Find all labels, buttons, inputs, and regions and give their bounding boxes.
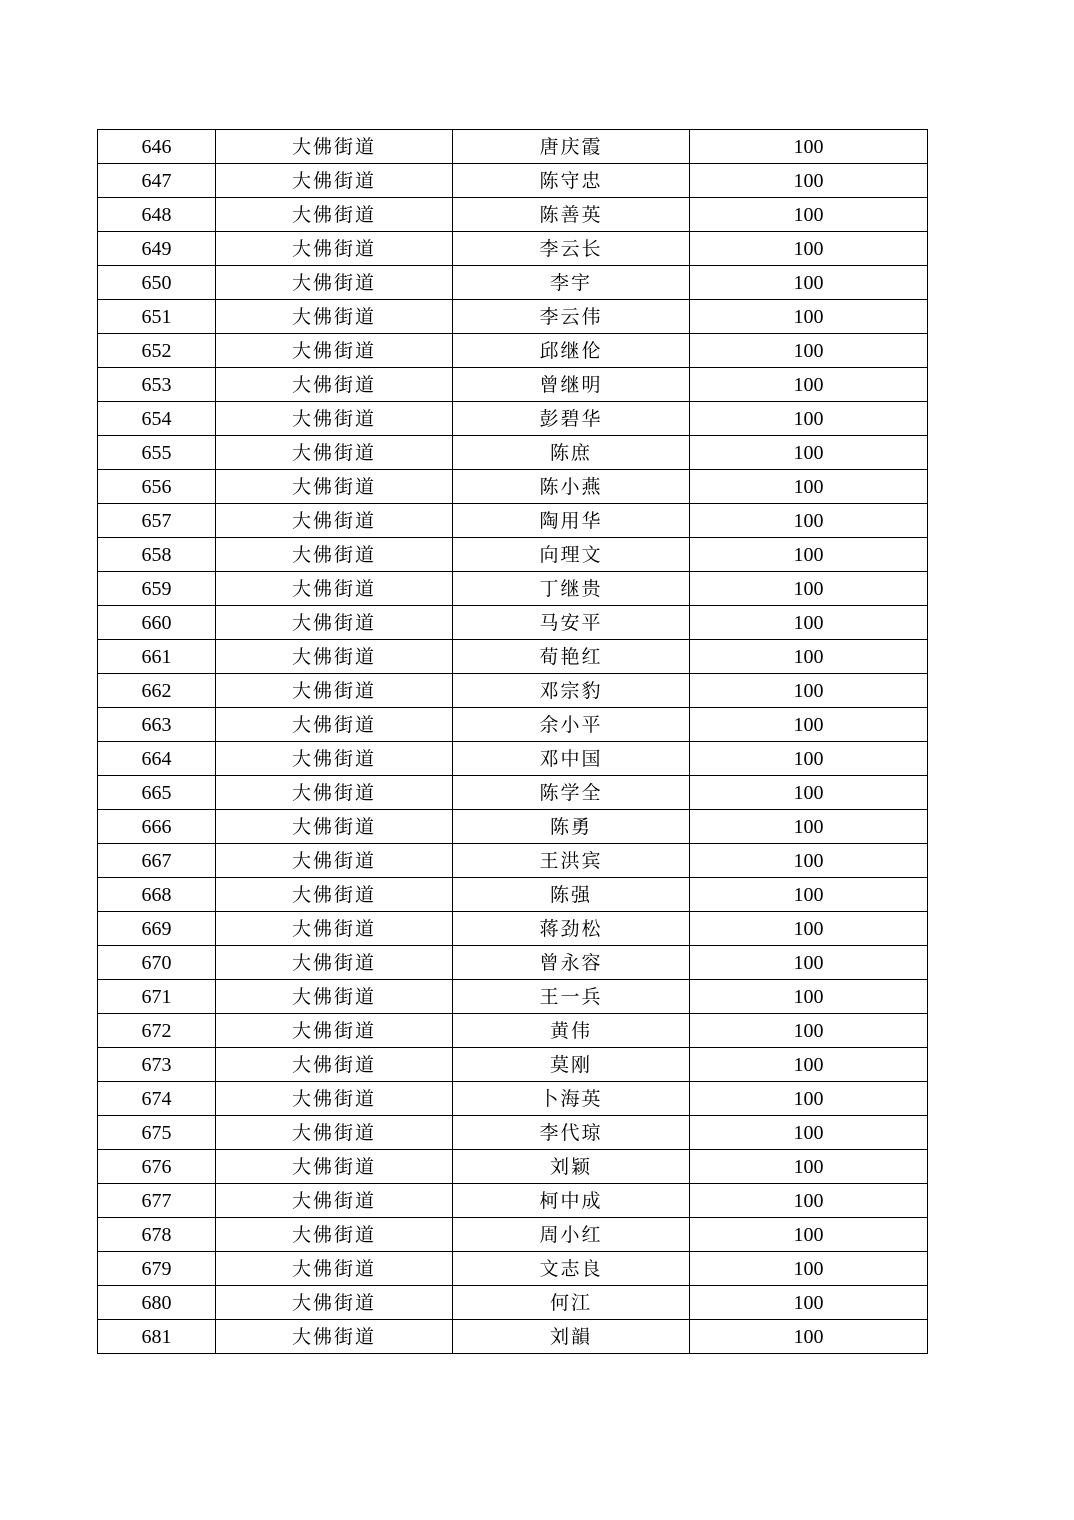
street-cell: 大佛街道 xyxy=(216,640,453,674)
amount-cell: 100 xyxy=(690,1082,928,1116)
row-number-cell: 673 xyxy=(98,1048,216,1082)
amount-cell: 100 xyxy=(690,980,928,1014)
person-name-cell: 李代琼 xyxy=(453,1116,690,1150)
table-row xyxy=(98,538,928,572)
street-cell: 大佛街道 xyxy=(216,1286,453,1320)
row-number-cell: 650 xyxy=(98,266,216,300)
table-row xyxy=(98,1082,928,1116)
table-row xyxy=(98,436,928,470)
row-number-cell: 661 xyxy=(98,640,216,674)
amount-cell: 100 xyxy=(690,810,928,844)
street-cell: 大佛街道 xyxy=(216,844,453,878)
row-number-cell: 656 xyxy=(98,470,216,504)
person-name-cell: 李宇 xyxy=(453,266,690,300)
row-number-cell: 679 xyxy=(98,1252,216,1286)
amount-cell: 100 xyxy=(690,266,928,300)
row-number-cell: 651 xyxy=(98,300,216,334)
amount-cell: 100 xyxy=(690,232,928,266)
table-row xyxy=(98,912,928,946)
street-cell: 大佛街道 xyxy=(216,810,453,844)
amount-cell: 100 xyxy=(690,946,928,980)
amount-cell: 100 xyxy=(690,1218,928,1252)
row-number-cell: 652 xyxy=(98,334,216,368)
row-number-cell: 662 xyxy=(98,674,216,708)
person-name-cell: 陈小燕 xyxy=(453,470,690,504)
row-number-cell: 676 xyxy=(98,1150,216,1184)
row-number-cell: 659 xyxy=(98,572,216,606)
amount-cell: 100 xyxy=(690,334,928,368)
table-row xyxy=(98,1320,928,1354)
street-cell: 大佛街道 xyxy=(216,266,453,300)
table-row xyxy=(98,742,928,776)
person-name-cell: 王一兵 xyxy=(453,980,690,1014)
person-name-cell: 荀艳红 xyxy=(453,640,690,674)
row-number-cell: 666 xyxy=(98,810,216,844)
roster-body xyxy=(98,130,928,1354)
table-row xyxy=(98,164,928,198)
person-name-cell: 马安平 xyxy=(453,606,690,640)
person-name-cell: 李云伟 xyxy=(453,300,690,334)
street-cell: 大佛街道 xyxy=(216,708,453,742)
person-name-cell: 蒋劲松 xyxy=(453,912,690,946)
person-name-cell: 莫刚 xyxy=(453,1048,690,1082)
amount-cell: 100 xyxy=(690,708,928,742)
amount-cell: 100 xyxy=(690,844,928,878)
amount-cell: 100 xyxy=(690,504,928,538)
row-number-cell: 660 xyxy=(98,606,216,640)
table-row xyxy=(98,1218,928,1252)
amount-cell: 100 xyxy=(690,572,928,606)
street-cell: 大佛街道 xyxy=(216,436,453,470)
street-cell: 大佛街道 xyxy=(216,1184,453,1218)
amount-cell: 100 xyxy=(690,1184,928,1218)
street-cell: 大佛街道 xyxy=(216,1252,453,1286)
table-row xyxy=(98,470,928,504)
person-name-cell: 刘韻 xyxy=(453,1320,690,1354)
person-name-cell: 周小红 xyxy=(453,1218,690,1252)
street-cell: 大佛街道 xyxy=(216,232,453,266)
person-name-cell: 李云长 xyxy=(453,232,690,266)
amount-cell: 100 xyxy=(690,674,928,708)
table-row xyxy=(98,300,928,334)
street-cell: 大佛街道 xyxy=(216,504,453,538)
row-number-cell: 675 xyxy=(98,1116,216,1150)
row-number-cell: 653 xyxy=(98,368,216,402)
row-number-cell: 670 xyxy=(98,946,216,980)
street-cell: 大佛街道 xyxy=(216,776,453,810)
street-cell: 大佛街道 xyxy=(216,674,453,708)
person-name-cell: 丁继贵 xyxy=(453,572,690,606)
person-name-cell: 文志良 xyxy=(453,1252,690,1286)
amount-cell: 100 xyxy=(690,1286,928,1320)
person-name-cell: 王洪宾 xyxy=(453,844,690,878)
street-cell: 大佛街道 xyxy=(216,1218,453,1252)
row-number-cell: 677 xyxy=(98,1184,216,1218)
amount-cell: 100 xyxy=(690,742,928,776)
person-name-cell: 陈学全 xyxy=(453,776,690,810)
person-name-cell: 邓宗豹 xyxy=(453,674,690,708)
street-cell: 大佛街道 xyxy=(216,1014,453,1048)
table-row xyxy=(98,640,928,674)
row-number-cell: 649 xyxy=(98,232,216,266)
street-cell: 大佛街道 xyxy=(216,198,453,232)
street-cell: 大佛街道 xyxy=(216,1116,453,1150)
street-cell: 大佛街道 xyxy=(216,946,453,980)
amount-cell: 100 xyxy=(690,1320,928,1354)
table-row xyxy=(98,844,928,878)
street-cell: 大佛街道 xyxy=(216,300,453,334)
street-cell: 大佛街道 xyxy=(216,1320,453,1354)
row-number-cell: 667 xyxy=(98,844,216,878)
row-number-cell: 657 xyxy=(98,504,216,538)
amount-cell: 100 xyxy=(690,1048,928,1082)
person-name-cell: 彭碧华 xyxy=(453,402,690,436)
roster-table xyxy=(97,129,928,1354)
person-name-cell: 邱继伦 xyxy=(453,334,690,368)
person-name-cell: 柯中成 xyxy=(453,1184,690,1218)
person-name-cell: 陈勇 xyxy=(453,810,690,844)
person-name-cell: 陈善英 xyxy=(453,198,690,232)
amount-cell: 100 xyxy=(690,538,928,572)
table-row xyxy=(98,504,928,538)
table-row xyxy=(98,980,928,1014)
table-row xyxy=(98,810,928,844)
street-cell: 大佛街道 xyxy=(216,980,453,1014)
table-row xyxy=(98,1286,928,1320)
person-name-cell: 余小平 xyxy=(453,708,690,742)
amount-cell: 100 xyxy=(690,198,928,232)
street-cell: 大佛街道 xyxy=(216,1048,453,1082)
table-row xyxy=(98,878,928,912)
person-name-cell: 陈强 xyxy=(453,878,690,912)
table-row xyxy=(98,130,928,164)
amount-cell: 100 xyxy=(690,402,928,436)
row-number-cell: 658 xyxy=(98,538,216,572)
amount-cell: 100 xyxy=(690,878,928,912)
row-number-cell: 648 xyxy=(98,198,216,232)
table-row xyxy=(98,1184,928,1218)
person-name-cell: 邓中国 xyxy=(453,742,690,776)
amount-cell: 100 xyxy=(690,640,928,674)
amount-cell: 100 xyxy=(690,300,928,334)
table-row xyxy=(98,1116,928,1150)
amount-cell: 100 xyxy=(690,606,928,640)
row-number-cell: 663 xyxy=(98,708,216,742)
table-row xyxy=(98,1048,928,1082)
amount-cell: 100 xyxy=(690,470,928,504)
amount-cell: 100 xyxy=(690,130,928,164)
row-number-cell: 668 xyxy=(98,878,216,912)
person-name-cell: 何江 xyxy=(453,1286,690,1320)
table-row xyxy=(98,232,928,266)
row-number-cell: 664 xyxy=(98,742,216,776)
row-number-cell: 654 xyxy=(98,402,216,436)
street-cell: 大佛街道 xyxy=(216,742,453,776)
street-cell: 大佛街道 xyxy=(216,164,453,198)
table-row xyxy=(98,368,928,402)
table-row xyxy=(98,1252,928,1286)
amount-cell: 100 xyxy=(690,1150,928,1184)
person-name-cell: 陶用华 xyxy=(453,504,690,538)
amount-cell: 100 xyxy=(690,368,928,402)
table-row xyxy=(98,1014,928,1048)
street-cell: 大佛街道 xyxy=(216,130,453,164)
street-cell: 大佛街道 xyxy=(216,606,453,640)
row-number-cell: 678 xyxy=(98,1218,216,1252)
street-cell: 大佛街道 xyxy=(216,402,453,436)
table-row xyxy=(98,606,928,640)
street-cell: 大佛街道 xyxy=(216,1150,453,1184)
table-row xyxy=(98,674,928,708)
street-cell: 大佛街道 xyxy=(216,1082,453,1116)
table-row xyxy=(98,946,928,980)
person-name-cell: 陈庶 xyxy=(453,436,690,470)
street-cell: 大佛街道 xyxy=(216,878,453,912)
table-row xyxy=(98,266,928,300)
table-row xyxy=(98,1150,928,1184)
table-row xyxy=(98,198,928,232)
person-name-cell: 陈守忠 xyxy=(453,164,690,198)
street-cell: 大佛街道 xyxy=(216,470,453,504)
person-name-cell: 曾继明 xyxy=(453,368,690,402)
row-number-cell: 674 xyxy=(98,1082,216,1116)
amount-cell: 100 xyxy=(690,1252,928,1286)
person-name-cell: 黄伟 xyxy=(453,1014,690,1048)
amount-cell: 100 xyxy=(690,912,928,946)
amount-cell: 100 xyxy=(690,1116,928,1150)
street-cell: 大佛街道 xyxy=(216,538,453,572)
row-number-cell: 680 xyxy=(98,1286,216,1320)
table-row xyxy=(98,334,928,368)
table-row xyxy=(98,708,928,742)
row-number-cell: 681 xyxy=(98,1320,216,1354)
person-name-cell: 曾永容 xyxy=(453,946,690,980)
street-cell: 大佛街道 xyxy=(216,334,453,368)
row-number-cell: 671 xyxy=(98,980,216,1014)
table-row xyxy=(98,402,928,436)
row-number-cell: 646 xyxy=(98,130,216,164)
street-cell: 大佛街道 xyxy=(216,572,453,606)
row-number-cell: 647 xyxy=(98,164,216,198)
amount-cell: 100 xyxy=(690,164,928,198)
person-name-cell: 唐庆霞 xyxy=(453,130,690,164)
row-number-cell: 655 xyxy=(98,436,216,470)
person-name-cell: 向理文 xyxy=(453,538,690,572)
amount-cell: 100 xyxy=(690,776,928,810)
street-cell: 大佛街道 xyxy=(216,912,453,946)
row-number-cell: 669 xyxy=(98,912,216,946)
row-number-cell: 672 xyxy=(98,1014,216,1048)
table-row xyxy=(98,572,928,606)
amount-cell: 100 xyxy=(690,436,928,470)
street-cell: 大佛街道 xyxy=(216,368,453,402)
amount-cell: 100 xyxy=(690,1014,928,1048)
person-name-cell: 刘颖 xyxy=(453,1150,690,1184)
person-name-cell: 卜海英 xyxy=(453,1082,690,1116)
row-number-cell: 665 xyxy=(98,776,216,810)
table-row xyxy=(98,776,928,810)
